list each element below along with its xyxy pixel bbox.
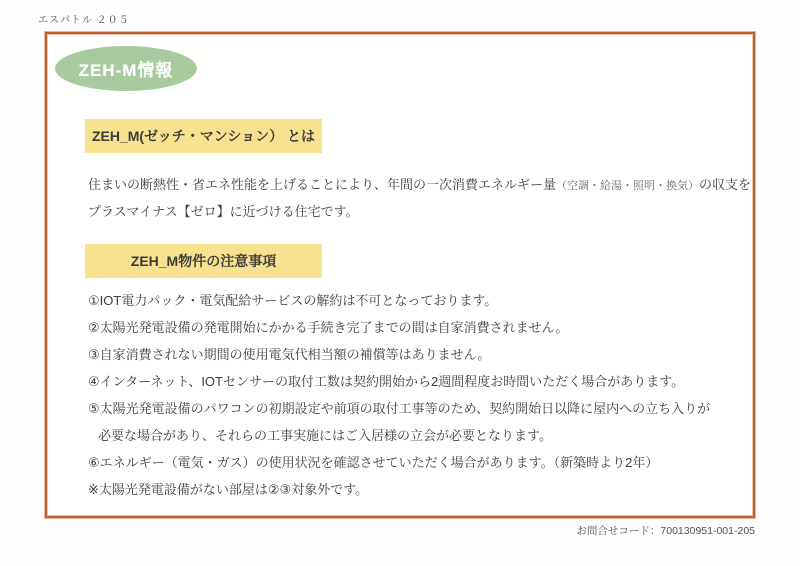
section-heading-zeh-m-about: ZEH_M(ゼッチ・マンション） とは <box>85 119 322 153</box>
description-line-2: プラスマイナス【ゼロ】に近づける住宅です。 <box>88 204 359 219</box>
note-item-1: ①IOT電力パック・電気配給サービスの解約は不可となっております。 <box>88 293 498 308</box>
inquiry-code-label: お問合せコード：700130951-001-205 <box>576 525 755 537</box>
notes-list <box>88 287 710 503</box>
section-heading-zeh-m-notes: ZEH_M物件の注意事項 <box>85 244 322 278</box>
description-line-1 <box>88 172 751 199</box>
note-item-6: ⑥エネルギー（電気・ガス）の使用状況を確認させていただく場合があります。（新築時より2年） <box>88 455 659 470</box>
note-item-asterisk: ※太陽光発電設備がない部屋は②③対象外です。 <box>88 482 369 497</box>
note-item-4: ④インターネット、IOTセンサーの取付工数は契約開始から2週間程度お時間いただく場合があります。 <box>88 374 685 389</box>
description-line-1-paren: （空調・給湯・照明・換気） <box>556 180 700 192</box>
zeh-m-description <box>88 172 751 225</box>
note-item-3: ③自家消費されない期間の使用電気代相当額の補償等はありません。 <box>88 347 491 362</box>
zeh-m-info-badge: ZEH-M情報 <box>55 46 197 91</box>
note-item-2: ②太陽光発電設備の発電開始にかかる手続き完了までの間は自家消費されません。 <box>88 320 569 335</box>
zeh-m-info-panel <box>45 32 755 518</box>
note-item-5: ⑤太陽光発電設備のパワコンの初期設定や前項の取付工事等のため、契約開始日以降に屋内への立ち入りが <box>88 401 711 416</box>
description-line-1-pre: 住まいの断熱性・省エネ性能を上げることにより、年間の一次消費エネルギー量 <box>88 177 557 192</box>
note-item-5-continued: 必要な場合があり、それらの工事実施にはご入居様の立会が必要となります。 <box>98 428 552 443</box>
description-line-1-post: の収支を <box>699 177 752 192</box>
property-reference-label: エスパトル ２０５ <box>38 15 130 26</box>
